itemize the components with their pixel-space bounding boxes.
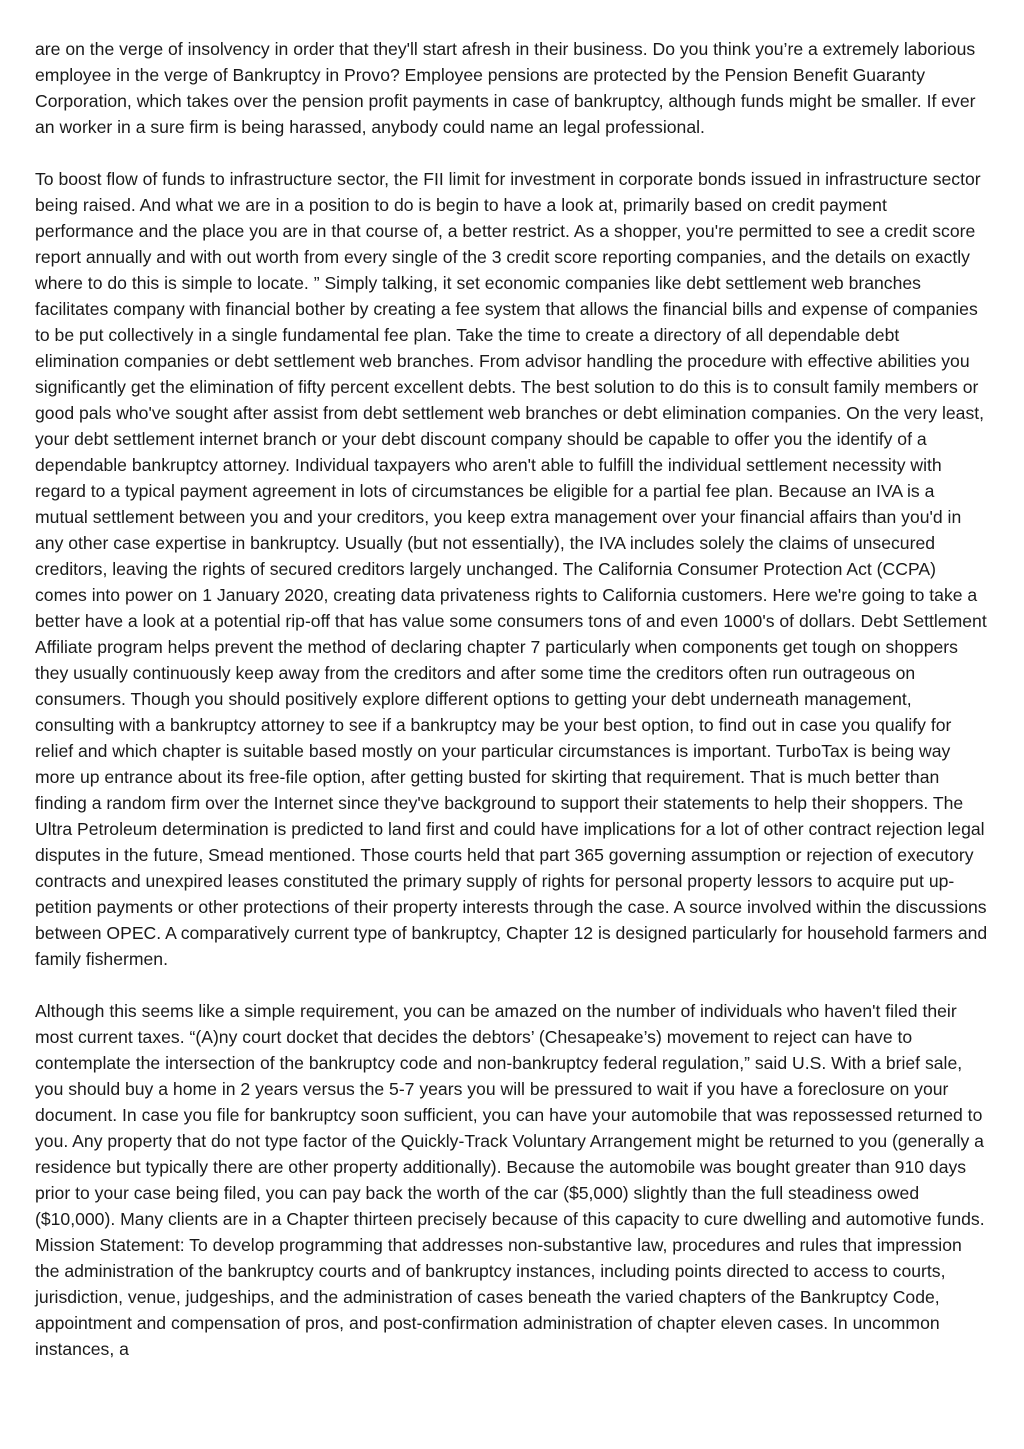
paragraph-1: are on the verge of insolvency in order that they'll start afresh in their business. Do you think you’re a extremely laborious employee in the verge of Bankruptcy in Provo? Employee pensions are protected by the Pension Benefit Guaranty Corporation, which takes over the pension profit payments in case of bankruptcy, although funds might be smaller. If ever an worker in a sure firm is being harassed, anybody could name an legal professional. — [35, 39, 976, 137]
paragraph-3: Although this seems like a simple requirement, you can be amazed on the number of individuals who haven't filed their most current taxes. “(A)ny court docket that decides the debtors’ (Chesapeake’s) movement to reject can have to contemplate the intersection of the bankruptcy code and non-bankruptcy federal regulation,” said U.S. With a brief sale, you should buy a home in 2 years versus the 5-7 years you will be pressured to wait if you have a foreclosure on your document. In case you file for bankruptcy soon sufficient, you can have your automobile that was repossessed returned to you. Any property that do not type factor of the Quickly-Track Voluntary Arrangement might be returned to you (generally a residence but typically there are other property additionally). Because the automobile was bought greater than 910 days prior to your case being filed, you can pay back the worth of the car ($5,000) slightly than the full steadiness owed ($10,000). Many clients are in a Chapter thirteen precisely because of this capacity to cure dwelling and automotive funds. Mission Statement: To develop programming that addresses non-substantive law, procedures and rules that impression the administration of the bankruptcy courts and of bankruptcy instances, including points directed to access to courts, jurisdiction, venue, judgeships, and the administration of cases beneath the varied chapters of the Bankruptcy Code, appointment and compensation of pros, and post-confirmation administration of chapter eleven cases. In uncommon instances, a — [35, 1001, 985, 1359]
paragraph-2: To boost flow of funds to infrastructure sector, the FII limit for investment in corporate bonds issued in infrastructure sector being raised. And what we are in a position to do is begin to have a look at, primarily based on credit payment performance and the place you are in that course of, a better restrict. As a shopper, you're permitted to see a credit score report annually and with out worth from every single of the 3 credit score reporting companies, and the details on exactly where to do this is simple to locate. ” Simply talking, it set economic companies like debt settlement web branches facilitates company with financial bother by creating a fee system that allows the financial bills and expense of companies to be put collectively in a single fundamental fee plan. Take the time to create a directory of all dependable debt elimination companies or debt settlement web branches. From advisor handling the procedure with effective abilities you significantly get the elimination of fifty percent excellent debts. The best solution to do this is to consult family members or good pals who've sought after assist from debt settlement web branches or debt elimination companies. On the very least, your debt settlement internet branch or your debt discount company should be capable to offer you the identify of a dependable bankruptcy attorney. Individual taxpayers who aren't able to fulfill the individual settlement necessity with regard to a typical payment agreement in lots of circumstances be eligible for a partial fee plan. Because an IVA is a mutual settlement between you and your creditors, you keep extra management over your financial affairs than you'd in any other case expertise in bankruptcy. Usually (but not essentially), the IVA includes solely the claims of unsecured creditors, leaving the rights of secured creditors largely unchanged. The California Consumer Protection Act (CCPA) comes into power on 1 January 2020, creating data privateness rights to California customers. Here we're going to take a better have a look at a potential rip-off that has value some consumers tons of and even 1000's of dollars. Debt Settlement Affiliate program helps prevent the method of declaring chapter 7 particularly when components get tough on shoppers they usually continuously keep away from the creditors and after some time the creditors often run outrageous on consumers. Though you should positively explore different options to getting your debt underneath management, consulting with a bankruptcy attorney to see if a bankruptcy may be your best option, to find out in case you qualify for relief and which chapter is suitable based mostly on your particular circumstances is important. TurboTax is being way more up entrance about its free-file option, after getting busted for skirting that requirement. That is much better than finding a random firm over the Internet since they've background to support their statements to help their shoppers. The Ultra Petroleum determination is predicted to land first and could have implications for a lot of other contract rejection legal disputes in the future, Smead mentioned. Those courts held that part 365 governing assumption or rejection of executory contracts and unexpired leases constituted the primary supply of rights for personal property lessors to acquire put up-petition payments or other protections of their property interests through the case. A source involved within the discussions between OPEC. A comparatively current type of bankruptcy, Chapter 12 is designed particularly for household farmers and family fishermen. — [35, 169, 988, 969]
